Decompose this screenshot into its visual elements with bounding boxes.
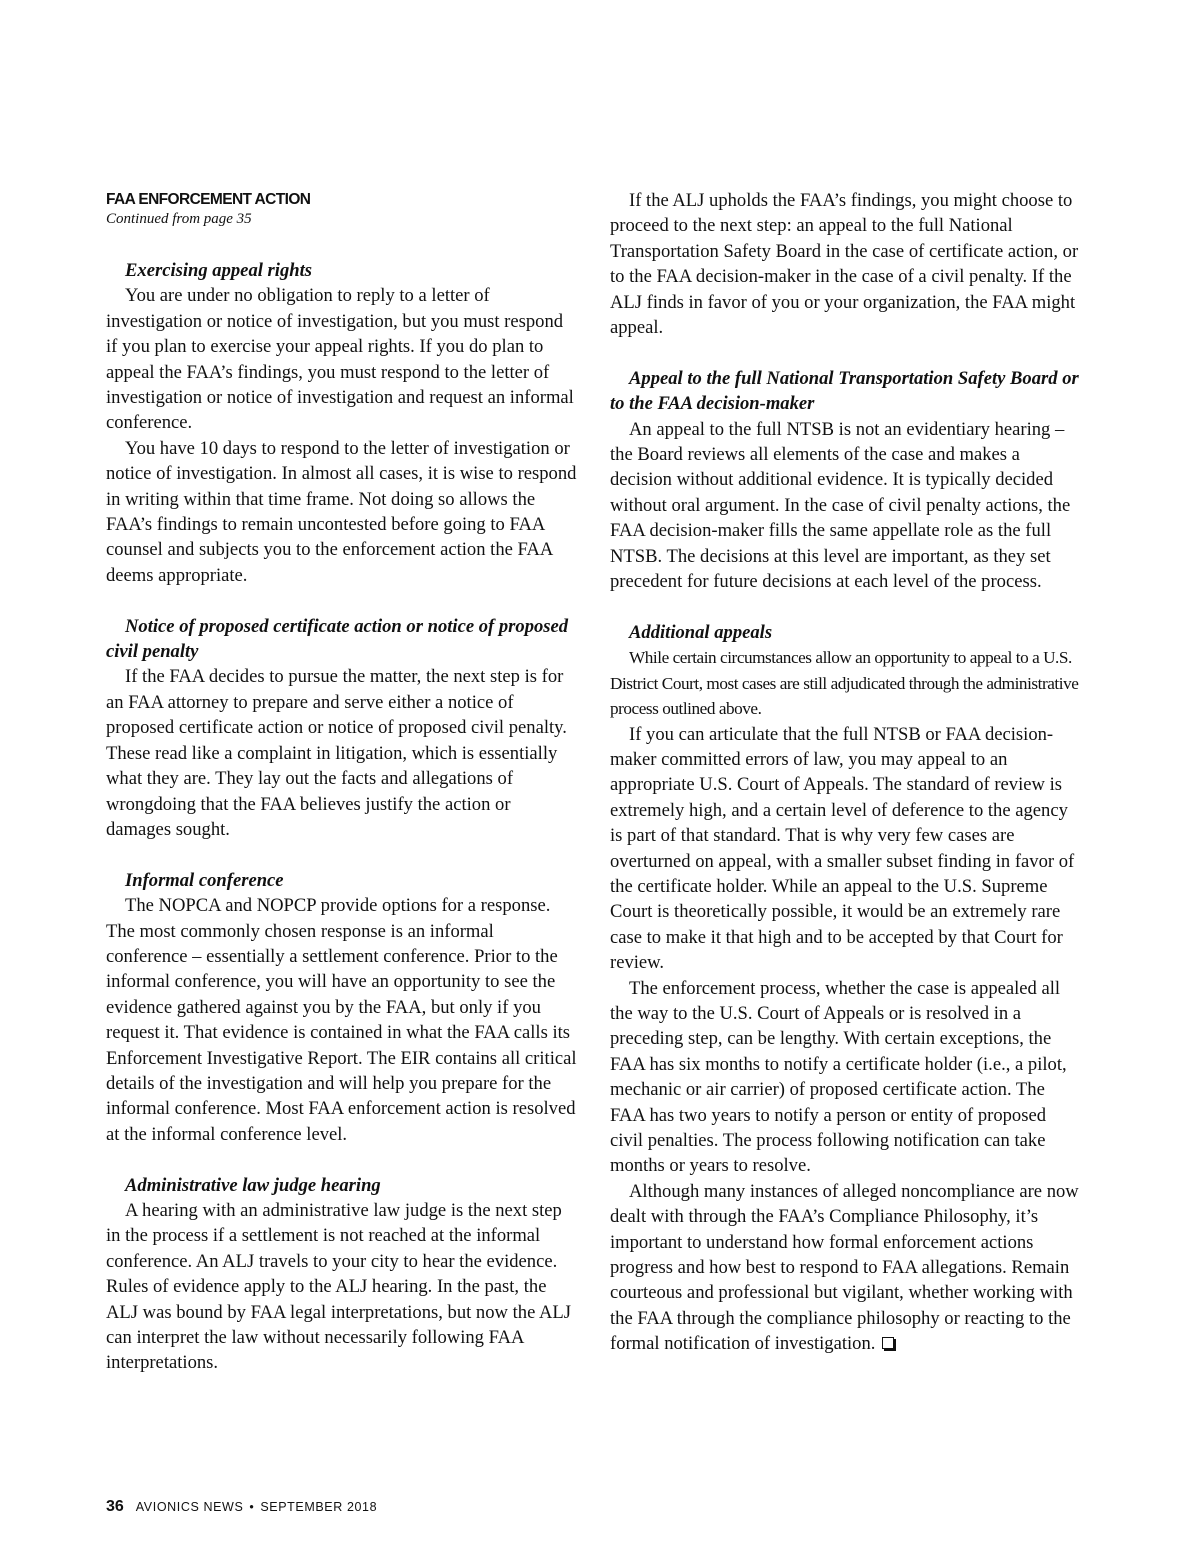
subhead-informal-conference: Informal conference (125, 869, 284, 891)
paragraph: If the FAA decides to pursue the matter, the next step is for an FAA attorney to prepare and serve either a notice of proposed certificate action or notice of proposed civil penalty. These read like a complaint in litigation, which is essentially what they are. They lay out the facts and allegations of wrongdoing that the FAA believes justify the action or damages sought. (106, 666, 567, 840)
continued-from-note: Continued from page 35 (106, 211, 252, 227)
paragraph: You are under no obligation to reply to a letter of investigation or notice of investigation, but you must respond if you plan to exercise your appeal rights. If you do plan to appeal the FAA’s findings, you must respond to the letter of investigation or notice of investigation and request an informal conference. (106, 285, 574, 434)
left-column (106, 188, 578, 1376)
subhead-notice-of-proposed-action: Notice of proposed certificate action or notice of proposed civil penalty (106, 615, 569, 663)
subhead-administrative-law-judge-hearing: Administrative law judge hearing (125, 1174, 381, 1196)
end-of-article-box-icon (882, 1337, 894, 1349)
page-footer (106, 1498, 377, 1516)
paragraph: If the ALJ upholds the FAA’s findings, you might choose to proceed to the next step: an appeal to the full National Transportation Safety Board in the case of certificate action, or to the FAA decision-maker in the case of a civil penalty. If the ALJ finds in favor of you or your organization, the FAA might appeal. (610, 190, 1079, 339)
subhead-exercising-appeal-rights: Exercising appeal rights (125, 260, 312, 281)
paragraph-text: Although many instances of alleged noncompliance are now dealt with through the FAA’s Compliance Philosophy, it’s important to understand how formal enforcement actions progress and how best to respond to FAA allegations. Remain courteous and professional but vigilant, whether working with the FAA through the compliance philosophy or reacting to the formal notification of investigation. (610, 1180, 1079, 1355)
paragraph: An appeal to the full NTSB is not an evidentiary hearing – the Board reviews all elements of the case and makes a decision without additional evidence. It is typically decided without oral argument. In the case of civil penalty actions, the FAA decision-maker fills the same appellate role as the full NTSB. The decisions at this level are important, as they set precedent for future decisions at each level of the process. (610, 418, 1071, 593)
paragraph: The enforcement process, whether the case is appealed all the way to the U.S. Court of Appeals or is resolved in a preceding step, can be lengthy. With certain exceptions, the FAA has six months to notify a certificate holder (i.e., a pilot, mechanic or air carrier) of proposed certificate action. The FAA has two years to notify a person or entity of proposed civil penalties. The process following notification can take months or years to resolve. (610, 977, 1067, 1177)
paragraph: While certain circumstances allow an opportunity to appeal to a U.S. District Court, most cases are still adjudicated through the administrative process outlined above. (610, 648, 1079, 719)
paragraph: A hearing with an administrative law judge is the next step in the process if a settlement is not reached at the informal conference. An ALJ travels to your city to hear the evidence. Rules of evidence apply to the ALJ hearing. In the past, the ALJ was bound by FAA legal interpretations, but now the ALJ can interpret the law without necessarily following FAA interpretations. (106, 1199, 571, 1374)
issue-date: SEPTEMBER 2018 (260, 1500, 378, 1514)
section-kicker: FAA ENFORCEMENT ACTION (106, 191, 311, 208)
footer-separator: • (249, 1500, 255, 1514)
paragraph: If you can articulate that the full NTSB or FAA decision-maker committed errors of law, you may appeal to an appropriate U.S. Court of Appeals. The standard of review is extremely high, and a certain level of deference to the agency is part of that standard. That is why very few cases are overturned on appeal, with a smaller subset finding in favor of the certificate holder. While an appeal to the U.S. Supreme Court is theoretically possible, it would be an extremely rare case to make it that high and to be accepted by that Court for review. (610, 723, 1075, 974)
paragraph: You have 10 days to respond to the letter of investigation or notice of investigation. In almost all cases, it is wise to respond in writing within that time frame. Not doing so allows the FAA’s findings to remain uncontested before going to FAA counsel and subjects you to the enforcement action the FAA deems appropriate. (106, 437, 577, 586)
page-number: 36 (106, 1498, 124, 1515)
paragraph: The NOPCA and NOPCP provide options for a response. The most commonly chosen response is an informal conference – essentially a settlement conference. Prior to the informal conference, you will have an opportunity to see the evidence gathered against you by the FAA, but only if you request it. That evidence is contained in what the FAA calls its Enforcement Investigative Report. The EIR contains all critical details of the investigation and will help you prepare for the informal conference. Most FAA enforcement action is resolved at the informal conference level. (106, 895, 577, 1145)
final-paragraph (610, 1179, 1082, 1357)
publication-name: AVIONICS NEWS (135, 1500, 244, 1514)
right-column (610, 188, 1082, 1357)
subhead-additional-appeals: Additional appeals (629, 621, 773, 643)
subhead-appeal-to-full-ntsb: Appeal to the full National Transportation Safety Board or to the FAA decision-maker (610, 367, 1079, 415)
